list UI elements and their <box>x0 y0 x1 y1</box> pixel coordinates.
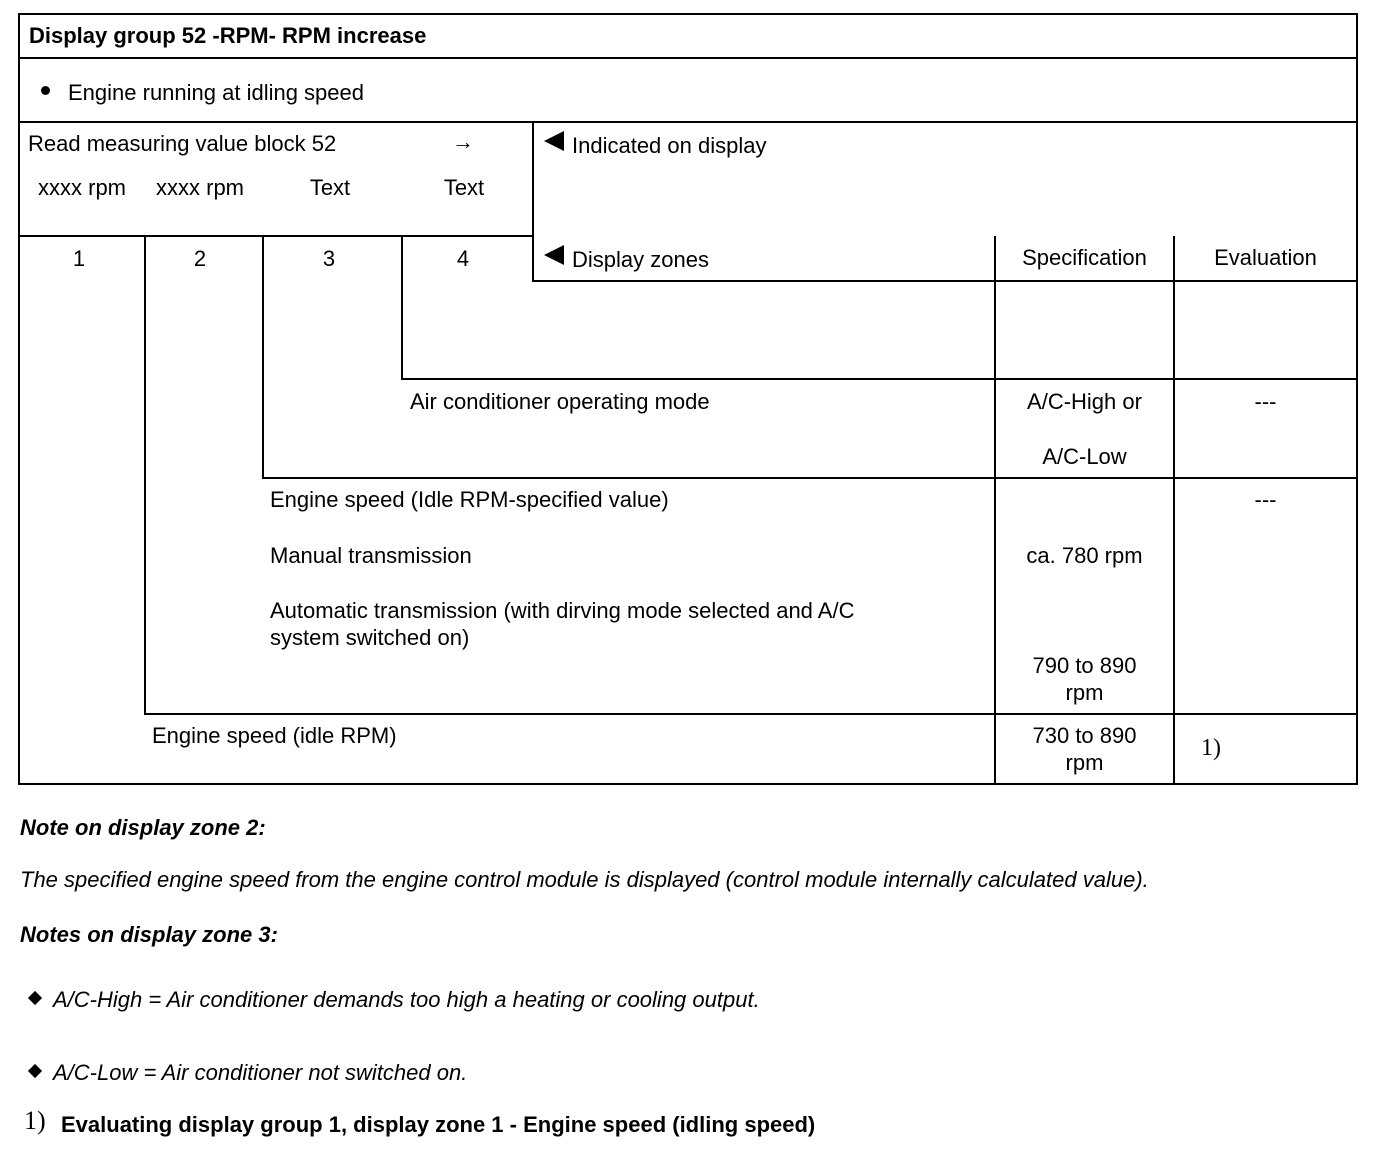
bullet-icon <box>28 991 42 1005</box>
display-zones-header: Display zones <box>572 247 709 272</box>
zone3-spec-line2: A/C-Low <box>1042 444 1127 469</box>
note-zone3-item-1: A/C-High = Air conditioner demands too high a heating or cooling output. <box>53 987 760 1012</box>
divider-indicated <box>532 121 534 282</box>
zone1-evaluation-footnote: 1) <box>1201 735 1221 761</box>
zone1-spec-line2: rpm <box>1065 750 1104 775</box>
zone2-auto-label-line2: system switched on) <box>270 625 470 650</box>
table-border-bottom <box>18 783 1358 785</box>
field-zone-3: Text <box>309 175 351 200</box>
zone3-spec-line1: A/C-High or <box>1027 389 1142 414</box>
zone-number-3: 3 <box>322 246 336 271</box>
zone1-spec-line1: 730 to 890 <box>1032 723 1137 748</box>
divider-title <box>18 57 1358 59</box>
pointer-left-icon <box>544 131 564 151</box>
condition-text: Engine running at idling speed <box>68 80 365 105</box>
indicated-label: Indicated on display <box>572 133 767 158</box>
zone2-auto-spec-line1: 790 to 890 <box>1032 653 1137 678</box>
zone1-description: Engine speed (idle RPM) <box>152 723 397 748</box>
zone2-auto-spec-line2: rpm <box>1065 680 1104 705</box>
zone2-auto-label-line1: Automatic transmission (with dirving mode selected and A/C <box>270 598 855 623</box>
field-zone-1: xxxx rpm <box>38 175 126 200</box>
field-zone-2: xxxx rpm <box>156 175 244 200</box>
specification-header: Specification <box>1022 245 1147 270</box>
field-zone-4: Text <box>443 175 485 200</box>
note-zone2-text: The specified engine speed from the engine control module is displayed (control module internally calculated value). <box>20 867 1149 892</box>
zone2-manual-label: Manual transmission <box>270 543 472 568</box>
bullet-icon <box>28 1064 42 1078</box>
zone3-evaluation: --- <box>1254 389 1277 414</box>
table-border-top <box>18 13 1358 15</box>
zone2-row-bottom <box>144 713 1358 715</box>
zone-number-2: 2 <box>193 246 207 271</box>
zone-number-1: 1 <box>72 246 86 271</box>
evaluation-header: Evaluation <box>1214 245 1317 270</box>
divider-condition <box>18 121 1358 123</box>
zone-number-4: 4 <box>456 246 470 271</box>
zone2-manual-spec: ca. 780 rpm <box>1026 543 1143 568</box>
table-border-right <box>1356 13 1358 785</box>
footnote-marker: 1) <box>24 1106 46 1135</box>
note-zone3-item-2: A/C-Low = Air conditioner not switched on. <box>53 1060 468 1085</box>
zone2-description: Engine speed (Idle RPM-specified value) <box>270 487 669 512</box>
zone2-line <box>144 236 146 715</box>
zone4-row-bottom <box>401 378 1358 380</box>
footnote-text: Evaluating display group 1, display zone 1 - Engine speed (idling speed) <box>61 1112 816 1137</box>
divider-column-headers <box>532 280 1358 282</box>
arrow-right-icon: → <box>452 129 474 154</box>
note-zone2-heading: Note on display zone 2: <box>20 815 266 840</box>
zone2-evaluation: --- <box>1254 487 1277 512</box>
bullet-icon <box>41 86 50 95</box>
divider-read-block <box>18 235 534 237</box>
zone3-row-bottom <box>262 477 1358 479</box>
table-title: Display group 52 -RPM- RPM increase <box>29 23 427 48</box>
note-zone3-heading: Notes on display zone 3: <box>20 922 278 947</box>
read-block-label: Read measuring value block 52 <box>28 131 337 156</box>
pointer-left-icon <box>544 245 564 265</box>
zone3-description: Air conditioner operating mode <box>410 389 710 414</box>
table-border-left <box>18 13 20 785</box>
zone3-line <box>262 236 264 479</box>
